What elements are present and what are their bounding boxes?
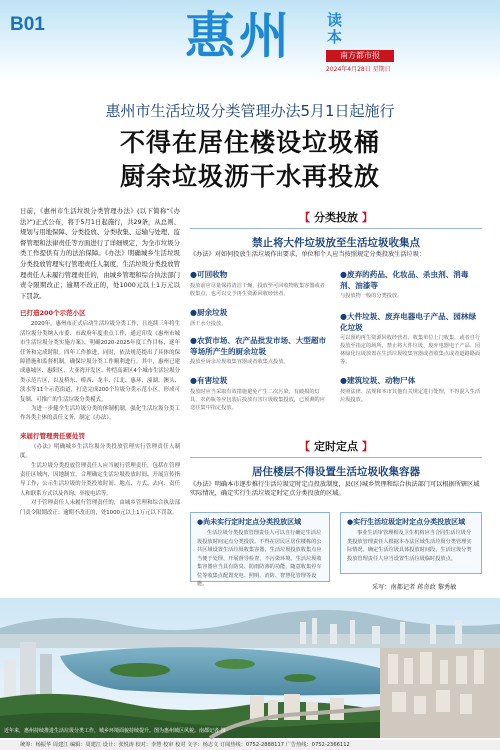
issue-date: 2024年4月28日 星期日 — [326, 66, 391, 73]
left-paragraph: 《办法》明确城乡生活垃圾分类投放管理实行管理责任人制度。 — [20, 443, 180, 460]
divider — [190, 457, 482, 458]
item-desc: 与投放物一般的分类投放。 — [340, 293, 403, 299]
section2-header-text: 定时定点 — [314, 440, 358, 453]
left-paragraph: 2020年，惠州市正式启动生活垃圾分类工作，且连续三年将生活垃圾分类纳入市委、市政府年度重点工作，通过印发《惠州市城市生活垃圾分类实施方案》、明确2020-2025年度工作目标，逐年任务和完成时限。四年工作推进，同时，依法规范提出了具体的保障措施和监督机制，确保垃圾分类工作顺利进行。其中，惠州已建成惠城区、惠阳区、大亚湾开发区、仲恺高新区4个城市生活垃圾分类示范片区，以及桥东、桥西、龙丰、江北、惠环、潼湖、澳头、淡水等11个示范街道，打造完成200个垃圾分类示范小区，形成可复制、可推广的生活垃圾分类模式。 — [20, 321, 180, 403]
left-paragraph: 为进一步健全生活垃圾分类的体制机制，强化生活垃圾分类工作各类主体的责任义务，制定《办法》。 — [20, 406, 180, 422]
left-column — [20, 206, 180, 596]
info-box-left: ●尚未实行定时定点分类投放区域 生活垃圾分类投放管理责任人可以自行确定生活垃圾投放时间定点分类投放。不得在居民区居住楼栋的公共区域设置生活垃圾收集容器，生活垃圾投放收集点应当便于处理、开展督导检查，不污染环境。生活垃圾收集容器应当具有防臭、防雨防渗的功能，随意收集停车位等收集点配置充电、照明、消防、智慧化管理等设施。 — [190, 512, 330, 582]
divider — [190, 228, 482, 229]
section2-header: 【 定时定点 】 — [299, 440, 373, 453]
masthead-title: 惠州 — [185, 7, 293, 65]
page-number: B01 — [10, 14, 45, 35]
list-item: ●农贸市场、农产品批发市场、大型超市等场所产生的厨余垃圾 投放至厨余垃圾收集容器或者收集点投放。 — [190, 336, 330, 366]
article-subtitle: 惠州市生活垃圾分类管理办法5月1日起施行 — [105, 102, 395, 120]
item-title: 农贸市场、农产品批发市场、大型超市等场所产生的厨余垃圾 — [190, 336, 327, 356]
paper-logo: 南方都市报 — [326, 50, 394, 62]
section2-subheader: 居住楼层不得设置生活垃圾收集容器 — [252, 466, 420, 478]
list-item: ●废弃的药品、化妆品、杀虫剂、消毒剂、油漆等 与投放物一般的分类投放。 — [340, 270, 482, 300]
left-heading-1: 已打造200个示范小区 — [20, 309, 86, 318]
city-aerial-photo — [0, 598, 500, 738]
edition-label: 读本 — [327, 11, 343, 46]
item-desc: 可以预约再生资源回收经营者、收集单位上门收集，或者自行投放至指定的场所，禁止将大件垃圾、废弃电器电子产品、园林绿化垃圾放置在生活垃圾收集容器或者收集点或者道路路面等。 — [340, 335, 481, 365]
list-item: ●有害垃圾 投放时应当采取有效措施避免产生二次污染，有破损的灯具、农药瓶等应包装后投放有害垃圾收集投放，已预测的应送往集中指定投放。 — [190, 376, 330, 412]
item-desc: 投放时应当采取有效措施避免产生二次污染，有破损的灯具、农药瓶等应包装后投放有害垃圾收集投放，已预测的应送往集中指定投放。 — [190, 388, 325, 411]
city-photo-illustration — [0, 598, 500, 738]
article-title-line1: 不得在居住楼设垃圾桶 — [119, 128, 380, 157]
article-intro: 日前，《惠州市生活垃圾分类管理办法》(以下简称“《办法》”)正式公布，将于5月1日起施行，共29条，从总则、规划与用地保障、分类投放、分类收集、运输与处理、监督管理和法律责任等方面进行了详细规定，为全市垃圾分类工作提供有力的法治保障。《办法》明确城乡生活垃圾分类投放管理实行管理责任人制度，生活垃圾分类投放管理责任人未履行管理责任的，由城乡管理和综合执法部门责令限期改正；逾期不改正的，处1000元以上1万元以下罚款。 — [20, 207, 180, 300]
photo-caption: 近年来，惠州持续推进生活垃圾分类工作，城乡环境面貌持续提升。图为惠州城区风貌。南都记者 摄 — [4, 728, 226, 734]
section1-header-text: 分类投放 — [314, 211, 358, 224]
info-box-right: ●实行生活垃圾定时定点分类投放区域 事业生活审管理相及卫生机构应当合同生活垃圾分类投放管理责任人根据本办法区域生活垃圾分类管理实际情况，确定生活垃圾具体投放时间段，生活垃圾分类投放管理责任人应当设置生活垃圾临时投放点。 — [340, 512, 482, 574]
item-desc: 投放至厨余垃圾收集容器或者收集点投放。 — [190, 359, 289, 365]
list-item: ●大件垃圾、废弃电器电子产品、园林绿化垃圾 可以预约再生资源回收经营者、收集单位上门收集，或者自行投放至指定的场所，禁止将大件垃圾、废弃电器电子产品、园林绿化垃圾放置在生活垃圾收集容器或者收集点或者道路路面等。 — [340, 312, 481, 365]
item-title: 建筑垃圾、动物尸体 — [346, 376, 416, 385]
box-title: 实行生活垃圾定时定点分类投放区域 — [353, 518, 466, 526]
item-desc: 投放前应尽量保持清洁干燥，投放至可回收物收集容器或者收集点，也可以交予再生资源回收经营者。 — [190, 282, 325, 297]
left-heading-2: 来届行管理责任要处罚 — [20, 431, 85, 440]
reporter-credit: 采写：南都记者 蒋奇政 黎秀敏 — [372, 584, 457, 591]
item-desc: 按照法律、法规和本市其他有关规定进行处理，不得混入生活垃圾投放。 — [340, 388, 481, 403]
list-item: ●厨余垃圾 沥干水分投放。 — [190, 308, 330, 328]
box-title: 尚未实行定时定点分类投放区域 — [203, 518, 302, 526]
page-footer: 统筹：杨振华 周建江 编辑：周建江 设计：张悦涛 校对：李慧 校审 校对 文字：杨志文 订阅热线：0752-2888117 广告热线：0752-2366112 — [0, 740, 500, 750]
masthead-banner — [0, 0, 500, 82]
item-title: 厨余垃圾 — [196, 308, 228, 317]
section1-desc: 《办法》对如何投放生活垃圾作出要求，单位和个人应当按照规定分类投放生活垃圾： — [190, 251, 426, 258]
article-title-line2: 厨余垃圾沥干水再投放 — [119, 162, 380, 191]
left-paragraph: 对于管理责任人未履行管理责任的，由城乡管理和综合执法部门责令限期改正；逾期不改正的，处1000元以上1万元以下罚款。 — [20, 500, 180, 516]
section1-subheader: 禁止将大件垃圾放至生活垃圾收集点 — [252, 237, 420, 249]
list-item: ●可回收物 投放前应尽量保持清洁干燥，投放至可回收物收集容器或者收集点，也可以交予再生资源回收经营者。 — [190, 270, 330, 298]
item-title: 可回收物 — [196, 270, 228, 279]
box-desc: 生活垃圾分类投放管理责任人可以自行确定生活垃圾投放时间定点分类投放。不得在居民区居住楼栋的公共区域设置生活垃圾收集容器，生活垃圾投放收集点应当便于处理、开展督导检查，不污染环境。生活垃圾收集容器应当具有防臭、防雨防渗的功能，随意收集停车位等收集点配置充电、照明、消防、智慧化管理等设施。 — [197, 530, 322, 587]
section2-desc: 《办法》明确本市逐步推行生活垃圾定时定点投放制度，县(区)城乡管理和综合执法部门可以根据所辖区域实际情况，确定实行生活垃圾定时定点分类投放的区域。 — [190, 481, 480, 497]
section1-header: 【 分类投放 】 — [299, 211, 373, 224]
item-title: 废弃的药品、化妆品、杀虫剂、消毒剂、油漆等 — [340, 270, 469, 290]
list-item: ●建筑垃圾、动物尸体 按照法律、法规和本市其他有关规定进行处理，不得混入生活垃圾投放。 — [340, 376, 481, 403]
box-desc: 事业生活审管理相及卫生机构应当合同生活垃圾分类投放管理责任人根据本办法区域生活垃圾分类管理实际情况，确定生活垃圾具体投放时间段，生活垃圾分类投放管理责任人应当设置生活垃圾临时投放点。 — [347, 530, 472, 562]
item-title: 有害垃圾 — [196, 376, 228, 385]
item-title: 大件垃圾、废弃电器电子产品、园林绿化垃圾 — [340, 312, 477, 332]
item-desc: 沥干水分投放。 — [190, 320, 227, 327]
left-paragraph: 生活垃圾分类投放管理责任人应当履行管理责任，包括在管理责任区域内，因地制宜，合理确定生活垃圾投放时间、开展宣传指导工作，公示生活垃圾的分类投放时间、地点、方式、去向、责任人和联系方式以及咨询、举报电话等。 — [20, 462, 180, 497]
